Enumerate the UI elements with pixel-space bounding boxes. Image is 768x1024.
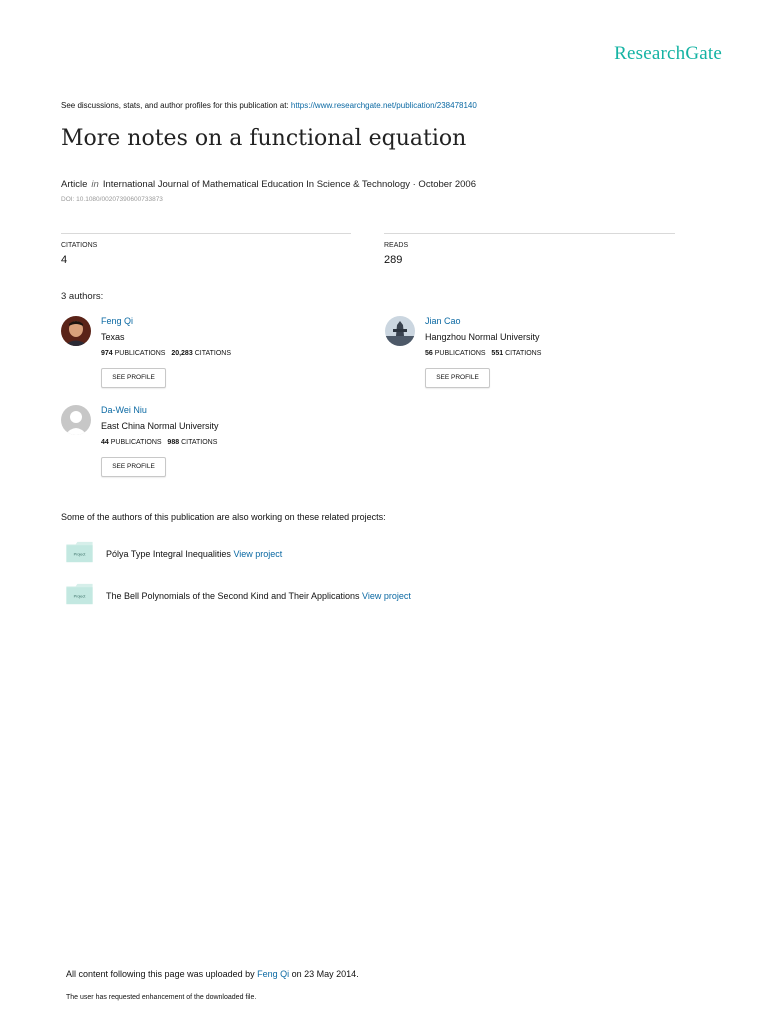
project-icon <box>63 541 96 568</box>
author-stats <box>425 350 541 357</box>
authors-heading: 3 authors: <box>61 291 104 302</box>
publications-label: PUBLICATIONS <box>434 350 486 357</box>
divider-reads <box>384 233 675 234</box>
project-icon <box>63 583 96 610</box>
upload-prefix: All content following this page was uploaded by <box>66 969 258 979</box>
publications-count: 974 <box>101 350 113 357</box>
citations-label: CITATIONS <box>505 350 542 357</box>
project-title: Pólya Type Integral Inequalities <box>106 549 231 559</box>
project-icon-label: Project <box>73 552 86 557</box>
publications-count: 44 <box>101 439 109 446</box>
citations-label: CITATIONS <box>194 350 231 357</box>
citations-value: 4 <box>61 254 68 266</box>
doi: DOI: 10.1080/00207390600733873 <box>61 196 163 203</box>
upload-suffix: on 23 May 2014. <box>289 969 359 979</box>
author-institution: Hangzhou Normal University <box>425 332 540 342</box>
project-item <box>106 591 411 601</box>
author-name-jian-cao[interactable]: Jian Cao <box>425 316 461 326</box>
publications-label: PUBLICATIONS <box>110 439 162 446</box>
publication-type: Article <box>61 179 88 190</box>
citations-count: 551 <box>491 350 504 357</box>
citations-label: CITATIONS <box>61 242 98 249</box>
project-item <box>106 549 282 559</box>
author-stats <box>101 350 231 357</box>
upload-note <box>66 969 359 979</box>
researchgate-logo[interactable]: ResearchGate <box>614 43 722 64</box>
see-profile-button[interactable]: SEE PROFILE <box>101 457 166 477</box>
author-institution: East China Normal University <box>101 421 219 431</box>
divider-citations <box>61 233 351 234</box>
author-stats <box>101 439 217 446</box>
see-profile-button[interactable]: SEE PROFILE <box>425 368 490 388</box>
discussion-text: See discussions, stats, and author profiles for this publication at: <box>61 101 291 110</box>
author-name-da-wei-niu[interactable]: Da-Wei Niu <box>101 405 147 415</box>
discussion-line <box>61 101 477 110</box>
publication-url-link[interactable]: https://www.researchgate.net/publication/238478140 <box>290 101 477 110</box>
citations-count: 20,283 <box>171 350 193 357</box>
project-title: The Bell Polynomials of the Second Kind and Their Applications <box>106 591 360 601</box>
projects-heading: Some of the authors of this publication are also working on these related projects: <box>61 512 386 522</box>
enhancement-note: The user has requested enhancement of the downloaded file. <box>66 994 257 1001</box>
publications-label: PUBLICATIONS <box>114 350 166 357</box>
citations-label: CITATIONS <box>181 439 218 446</box>
avatar-jian-cao[interactable] <box>385 316 415 346</box>
author-institution: Texas <box>101 332 125 342</box>
citations-count: 988 <box>167 439 180 446</box>
avatar-feng-qi[interactable] <box>61 316 91 346</box>
project-icon-label: Project <box>73 594 86 599</box>
author-name-feng-qi[interactable]: Feng Qi <box>101 316 134 326</box>
publication-in: in <box>91 179 99 190</box>
view-project-link[interactable]: View project <box>362 591 411 601</box>
reads-value: 289 <box>384 254 403 266</box>
avatar-da-wei-niu[interactable] <box>61 405 91 435</box>
reads-label: READS <box>384 242 409 249</box>
journal-name: International Journal of Mathematical Education In Science & Technology · October 2006 <box>102 179 476 190</box>
uploader-link[interactable]: Feng Qi <box>257 969 290 979</box>
see-profile-button[interactable]: SEE PROFILE <box>101 368 166 388</box>
publications-count: 56 <box>425 350 433 357</box>
publication-title: More notes on a functional equation <box>61 126 467 151</box>
publication-info <box>61 179 476 190</box>
view-project-link[interactable]: View project <box>233 549 283 559</box>
